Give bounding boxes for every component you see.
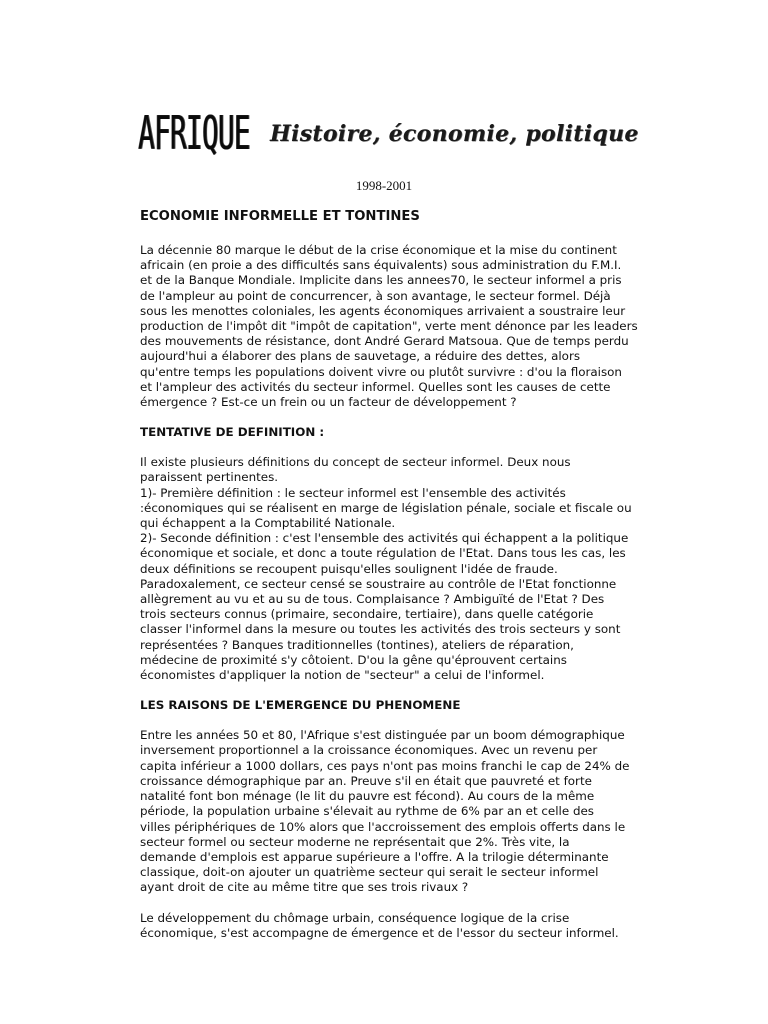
section-heading-definition: TENTATIVE DE DEFINITION : <box>140 425 325 440</box>
text-line: et de la Banque Mondiale. Implicite dans les annees70, le secteur informel a pris <box>140 273 622 288</box>
text-line: capita inférieur a 1000 dollars, ces pays n'ont pas moins franchi le cap de 24% de <box>140 758 630 773</box>
text-line: Le développement du chômage urbain, conséquence logique de la crise <box>140 910 570 925</box>
article-title: ECONOMIE INFORMELLE ET TONTINES <box>140 209 420 224</box>
definition-paragraph <box>140 455 640 683</box>
text-line: ayant droit de cite au même titre que ses trois rivaux ? <box>140 880 469 895</box>
text-line: Entre les années 50 et 80, l'Afrique s'est distinguée par un boom démographique <box>140 728 625 743</box>
masthead-logo: AFRIQUE <box>138 107 250 161</box>
text-line: secteur formel ou secteur moderne ne représentait que 2%. Très vite, la <box>140 834 570 849</box>
text-line: classer l'informel dans la mesure ou toutes les activités des trois secteurs y sont <box>140 622 621 637</box>
section-heading-raisons: LES RAISONS DE L'EMERGENCE DU PHENOMENE <box>140 698 461 713</box>
masthead-subtitle: Histoire, économie, politique <box>270 121 639 147</box>
text-line: sous les menottes coloniales, les agents économiques arrivaient a soustraire leur <box>140 303 626 318</box>
text-line: qui échappent a la Comptabilité Nationale. <box>140 516 396 531</box>
text-line: économistes d'appliquer la notion de "secteur" a celui de l'informel. <box>140 668 545 683</box>
text-line: allègrement au vu et au su de tous. Complaisance ? Ambiguïté de l'Etat ? Des <box>140 592 605 607</box>
text-line: des mouvements de résistance, dont André Gerard Matsoua. Que de temps perdu <box>140 334 629 349</box>
raisons-paragraph-2 <box>140 911 640 941</box>
text-line: Paradoxalement, ce secteur censé se soustraire au contrôle de l'Etat fonctionne <box>140 576 617 591</box>
publication-dates: 1998-2001 <box>355 178 413 193</box>
text-line: 1)- Première définition : le secteur informel est l'ensemble des activités <box>140 485 566 500</box>
text-line: économique, s'est accompagne de émergence et de l'essor du secteur informel. <box>140 925 619 940</box>
text-line: croissance démographique par an. Preuve s'il en était que pauvreté et forte <box>140 773 592 788</box>
text-line: villes périphériques de 10% alors que l'accroissement des emplois offerts dans le <box>140 819 626 834</box>
text-line: africain (en proie a des difficultés sans équivalents) sous administration du F.M.I. <box>140 258 622 273</box>
text-line: production de l'impôt dit "impôt de capitation", verte ment dénonce par les leaders <box>140 319 638 334</box>
text-line: natalité font bon ménage (le lit du pauvre est fécond). Au cours de la même <box>140 789 595 804</box>
masthead <box>138 108 638 160</box>
text-line: aujourd'hui a élaborer des plans de sauvetage, a réduire des dettes, alors <box>140 349 581 364</box>
text-line: qu'entre temps les populations doivent vivre ou plutôt survivre : d'ou la floraison <box>140 364 622 379</box>
text-line: 2)- Seconde définition : c'est l'ensemble des activités qui échappent a la politique <box>140 531 629 546</box>
text-line: période, la population urbaine s'élevait au rythme de 6% par an et celle des <box>140 804 595 819</box>
text-line: émergence ? Est-ce un frein ou un facteur de développement ? <box>140 395 517 410</box>
text-line: demande d'emplois est apparue supérieure a l'offre. A la trilogie déterminante <box>140 849 609 864</box>
text-line: paraissent pertinentes. <box>140 470 279 485</box>
text-line: classique, doit-on ajouter un quatrième secteur qui serait le secteur informel <box>140 865 599 880</box>
text-line: représentées ? Banques traditionnelles (tontines), ateliers de réparation, <box>140 637 574 652</box>
raisons-paragraph-1 <box>140 728 640 895</box>
text-line: et l'ampleur des activités du secteur informel. Quelles sont les causes de cette <box>140 379 611 394</box>
text-line: :économiques qui se réalisent en marge de législation pénale, sociale et fiscale ou <box>140 500 632 515</box>
text-line: trois secteurs connus (primaire, secondaire, tertiaire), dans quelle catégorie <box>140 607 594 622</box>
text-line: La décennie 80 marque le début de la crise économique et la mise du continent <box>140 243 617 257</box>
text-line: inversement proportionnel a la croissance économiques. Avec un revenu per <box>140 743 598 758</box>
intro-paragraph <box>140 243 640 410</box>
text-line: économique et sociale, et donc a toute régulation de l'Etat. Dans tous les cas, les <box>140 546 626 561</box>
article-body <box>140 209 640 956</box>
text-line: de l'ampleur au point de concurrencer, à son avantage, le secteur formel. Déjà <box>140 288 611 303</box>
text-line: Il existe plusieurs définitions du concept de secteur informel. Deux nous <box>140 455 571 470</box>
text-line: médecine de proximité s'y côtoient. D'ou la gêne qu'éprouvent certains <box>140 652 567 667</box>
text-line: deux définitions se recoupent puisqu'elles soulignent l'idée de fraude. <box>140 561 558 576</box>
